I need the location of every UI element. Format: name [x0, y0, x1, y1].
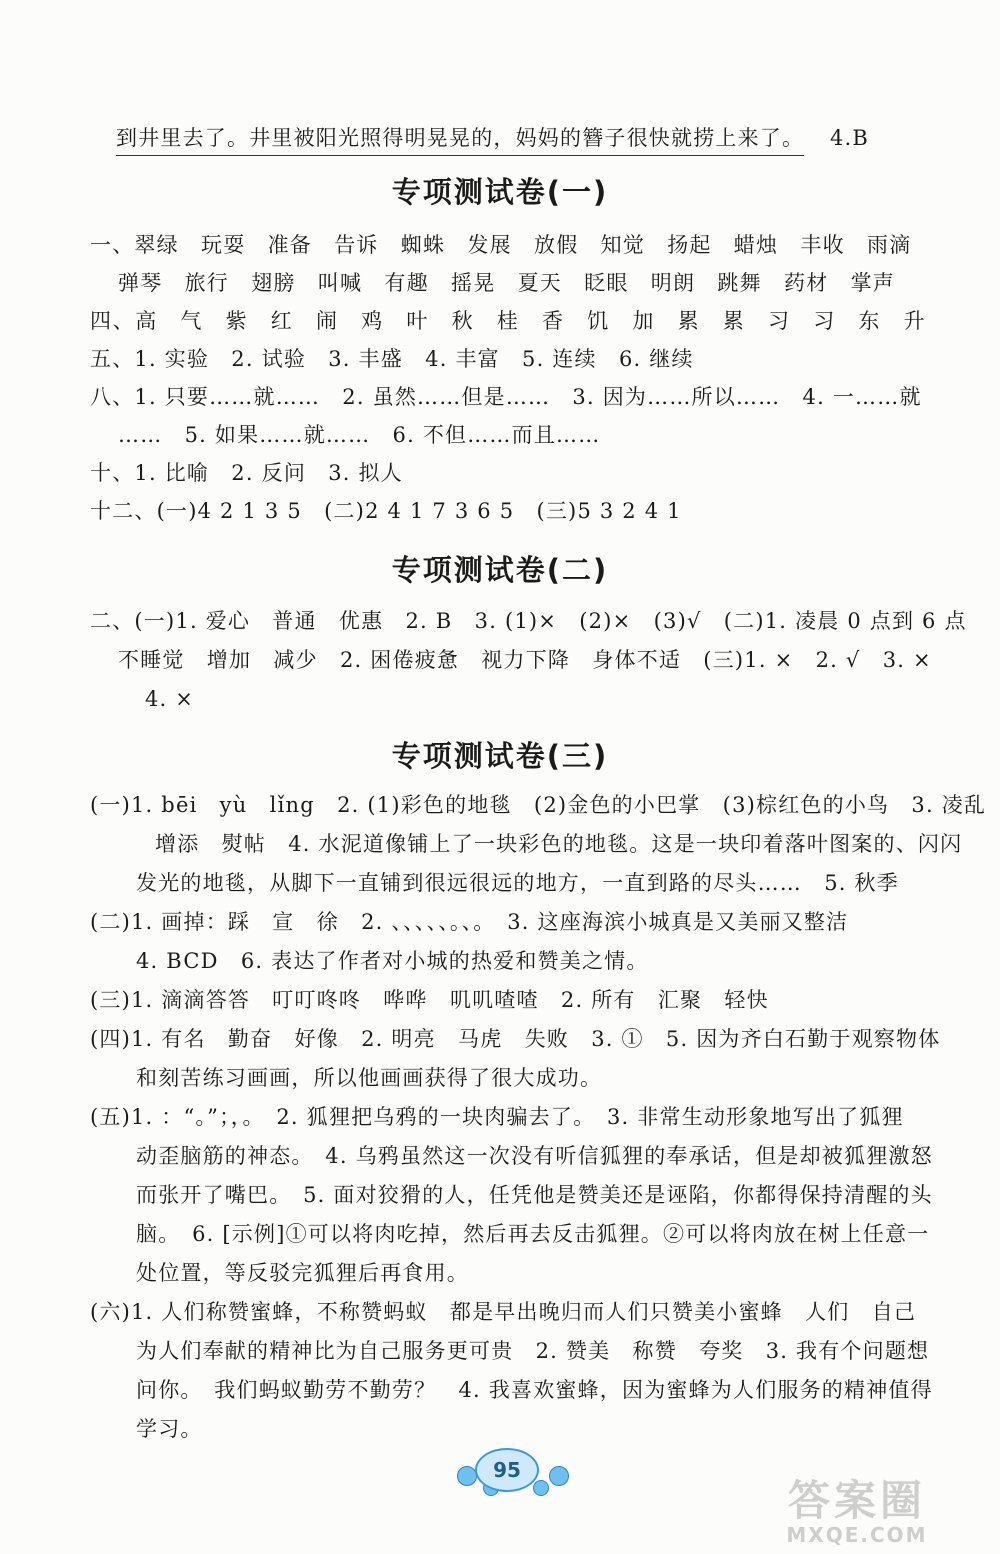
section-title-2: 专项测试卷(二) [391, 553, 609, 587]
answer-line: 而张开了嘴巴。 5. 面对狡猾的人，任凭他是赞美还是诬陷，你都得保持清醒的头 [136, 1183, 933, 1207]
answer-line: (三)1. 滴滴答答 叮叮咚咚 哗哗 叽叽喳喳 2. 所有 汇聚 轻快 [90, 988, 769, 1012]
answer-line: 发光的地毯，从脚下一直铺到很远很远的地方，一直到路的尽头…… 5. 秋季 [136, 871, 899, 895]
watermark-en: MXQE.COM [786, 1523, 928, 1547]
answer-line: 和刻苦练习画画，所以他画画获得了很大成功。 [136, 1066, 603, 1090]
answer-line: 学习。 [136, 1417, 203, 1441]
answer-line: (一)1. bēi yù lǐng 2. (1)彩色的地毯 (2)金色的小巴掌 (3)棕红色的小鸟 3. 凌乱 [90, 793, 987, 817]
bubble-icon [533, 1480, 549, 1496]
answer-line: 增添 熨帖 4. 水泥道像铺上了一块彩色的地毯。这是一块印着落叶图案的、闪闪 [155, 832, 963, 856]
carryover-tail: 4.B [830, 126, 870, 150]
answer-line: 五、1. 实验 2. 试验 3. 丰盛 4. 丰富 5. 连续 6. 继续 [90, 347, 694, 371]
watermark [732, 1478, 982, 1546]
answer-line: 4. BCD 6. 表达了作者对小城的热爱和赞美之情。 [136, 949, 649, 973]
page-number: 95 [475, 1448, 539, 1492]
answer-line: 二、(一)1. 爱心 普通 优惠 2. B 3. (1)× (2)× (3)√ (二)1. 凌晨 0 点到 6 点 [90, 609, 967, 633]
watermark-cn: 答案圈 [787, 1476, 926, 1525]
bubble-icon [549, 1466, 569, 1486]
answer-line: (五)1. ：“。”；，。 2. 狐狸把乌鸦的一块肉骗去了。 3. 非常生动形象地写出了狐狸 [90, 1105, 904, 1129]
answer-line: 4. × [145, 687, 195, 711]
answer-line: (四)1. 有名 勤奋 好像 2. 明亮 马虎 失败 3. ① 5. 因为齐白石勤于观察物体 [90, 1027, 941, 1051]
answer-line: 一、翠绿 玩耍 准备 告诉 蜘蛛 发展 放假 知觉 扬起 蜡烛 丰收 雨滴 [90, 233, 912, 257]
answer-line: 四、高 气 紫 红 闹 鸡 叶 秋 桂 香 饥 加 累 累 习 习 东 升 [90, 309, 927, 333]
section-title-1: 专项测试卷(一) [391, 175, 609, 209]
answer-line: …… 5. 如果……就…… 6. 不但……而且…… [118, 423, 601, 447]
answer-line: (六)1. 人们称赞蜜蜂，不称赞蚂蚁 都是早出晚归而人们只赞美小蜜蜂 人们 自己 [90, 1300, 917, 1324]
answer-line: 为人们奉献的精神比为自己服务更可贵 2. 赞美 称赞 夸奖 3. 我有个问题想 [136, 1339, 930, 1363]
answer-line: 十、1. 比喻 2. 反问 3. 拟人 [90, 461, 403, 485]
carryover-line: 到井里去了。井里被阳光照得明晃晃的，妈妈的簪子很快就捞上来了。 [116, 123, 804, 156]
bubble-icon [457, 1466, 477, 1486]
answer-line: 十二、(一)4 2 1 3 5 (二)2 4 1 7 3 6 5 (三)5 3 2 4 1 [90, 499, 682, 523]
answer-line: 问你。 我们蚂蚁勤劳不勤劳？ 4. 我喜欢蜜蜂，因为蜜蜂为人们服务的精神值得 [136, 1378, 933, 1402]
answer-line: 动歪脑筋的神态。 4. 乌鸦虽然这一次没有听信狐狸的奉承话，但是却被狐狸激怒 [136, 1144, 933, 1168]
answer-line: 八、1. 只要……就…… 2. 虽然……但是…… 3. 因为……所以…… 4. 一……就 [90, 385, 922, 409]
answer-line: 弹琴 旅行 翅膀 叫喊 有趣 摇晃 夏天 眨眼 明朗 跳舞 药材 掌声 [118, 271, 895, 295]
answer-line: 不睡觉 增加 减少 2. 困倦疲惫 视力下降 身体不适 (三)1. × 2. √ 3. × [118, 648, 932, 672]
answer-line: 脑。 6. [示例]①可以将肉吃掉，然后再去反击狐狸。②可以将肉放在树上任意一 [136, 1222, 930, 1246]
section-title-3: 专项测试卷(三) [391, 739, 609, 773]
answer-line: 处位置，等反驳完狐狸后再食用。 [136, 1261, 469, 1285]
answer-line: (二)1. 画掉：踩 宣 徐 2. 、、、、、。、。 3. 这座海滨小城真是又美丽又整洁 [90, 910, 849, 934]
